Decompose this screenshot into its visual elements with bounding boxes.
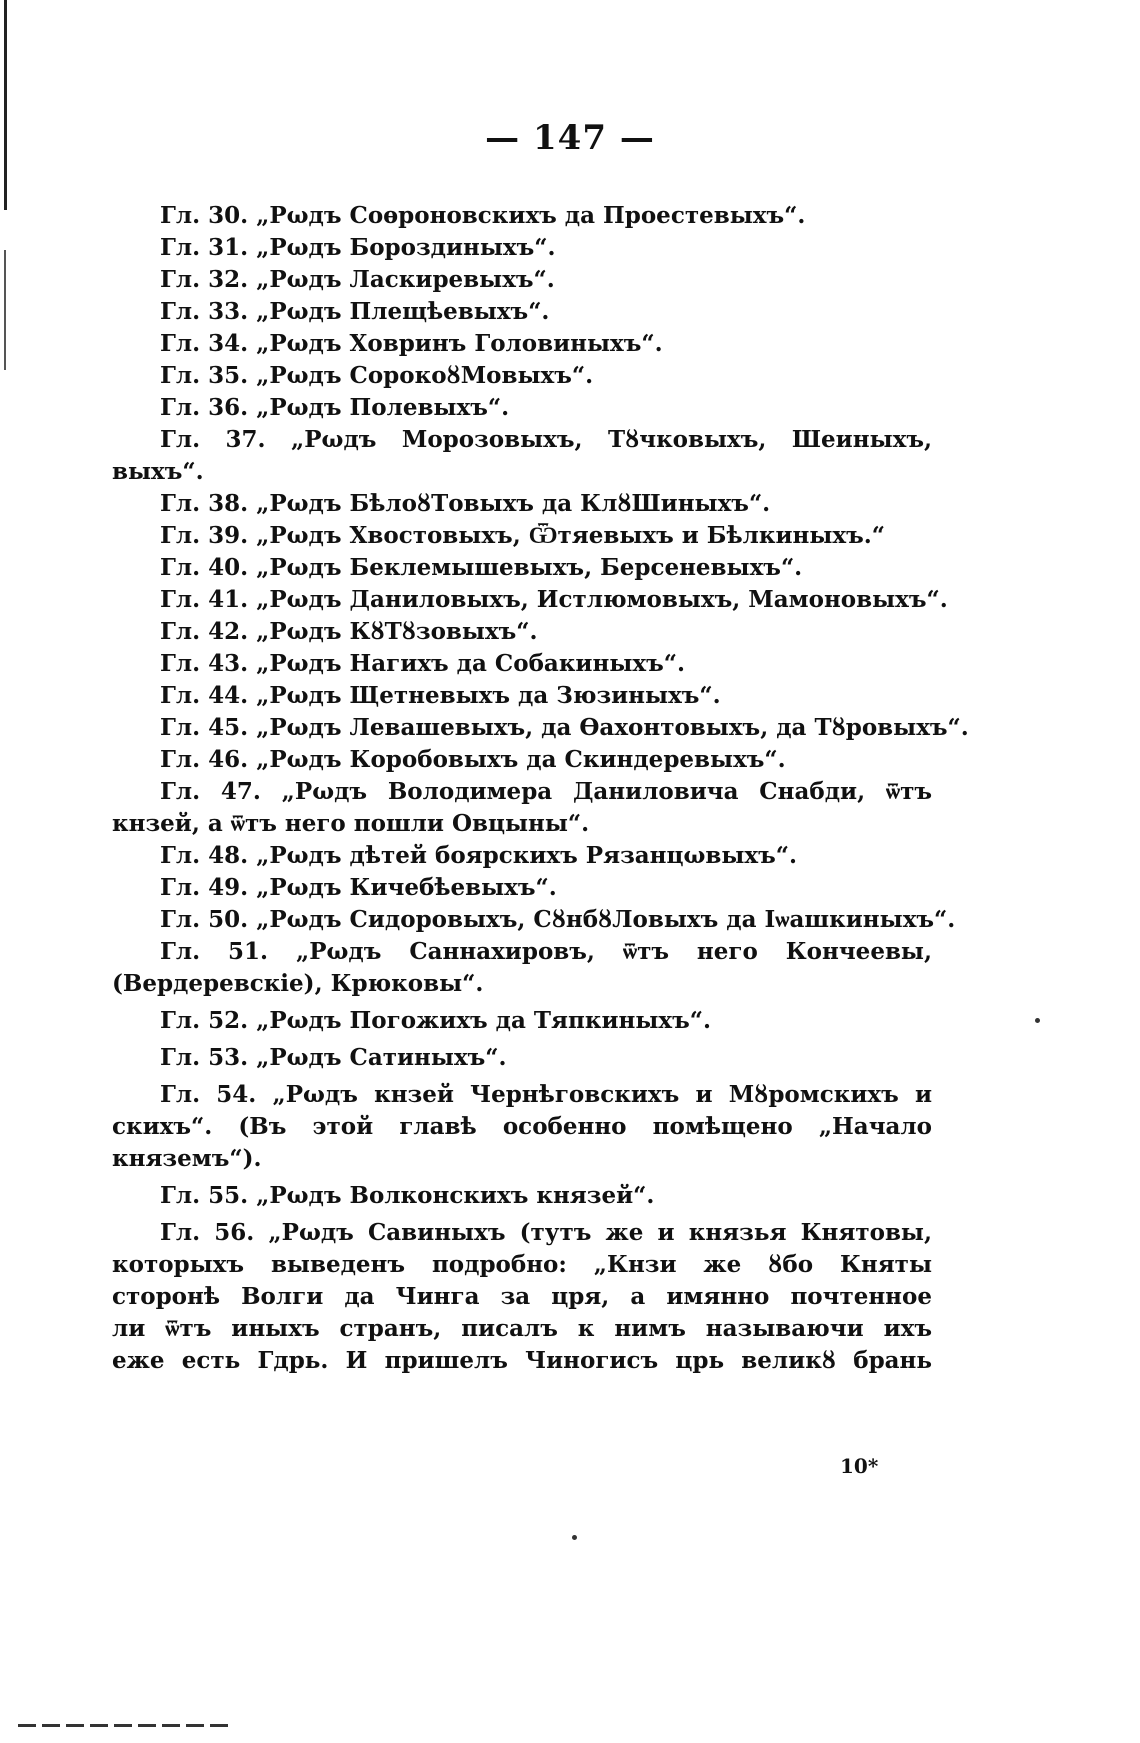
text-line: княземъ“). [112,1145,262,1172]
text-line: Гл. 38. „Рωдъ БѣлоȣТовыхъ да КлȣШиныхъ“. [160,490,771,517]
text-line: Гл. 46. „Рωдъ Коробовыхъ да Скиндеревыхъ“. [160,746,786,773]
text-line: Гл. 40. „Рωдъ Беклемышевыхъ, Берсеневыхъ“. [160,554,803,581]
text-line: Гл. 30. „Рωдъ Соѳроновскихъ да Проестевыхъ“. [160,202,806,229]
text-line: Гл. 45. „Рωдъ Левашевыхъ, да Ѳахонтовыхъ, да Тȣровыхъ“. [160,714,969,741]
page-number: — 147 — [485,118,655,158]
text-line: Гл. 32. „Рωдъ Ласкиревыхъ“. [160,266,555,293]
text-line: Гл. 53. „Рωдъ Сатиныхъ“. [160,1044,507,1071]
text-line: сторонѣ Волги да Чинга за цря, а имянно почтенное [112,1283,932,1310]
text-line: еже есть Гдрь. И пришелъ Чиногисъ црь великȣ брань [112,1347,932,1374]
text-line: кнзей, а ѿтъ него пошли Овцыны“. [112,810,590,837]
scan-speck [1035,1018,1040,1023]
scan-bottom-mark [18,1724,228,1727]
text-line: выхъ“. [112,458,204,485]
text-line: которыхъ выведенъ подробно: „Кнзи же ȣбо Княты [112,1251,932,1278]
scan-edge-mark-lower [4,250,6,370]
text-line: Гл. 47. „Рωдъ Володимера Даниловича Снабди, ѿтъ [160,778,932,805]
text-line: Гл. 35. „Рωдъ СорокоȣМовыхъ“. [160,362,594,389]
text-line: Гл. 34. „Рωдъ Ховринъ Головиныхъ“. [160,330,663,357]
signature-mark: 10* [840,1454,879,1478]
text-line: скихъ“. (Въ этой главѣ особенно помѣщено „Начало [112,1113,932,1140]
text-line: Гл. 50. „Рωдъ Сидоровыхъ, СȣнбȣЛовыхъ да Іѡашкиныхъ“. [160,906,956,933]
text-line: Гл. 49. „Рωдъ Кичебѣевыхъ“. [160,874,557,901]
text-line: Гл. 51. „Рωдъ Саннахировъ, ѿтъ него Кончеевы, [160,938,932,965]
scan-speck [572,1535,577,1540]
text-line: Гл. 42. „Рωдъ КȣТȣзовыхъ“. [160,618,538,645]
text-line: Гл. 37. „Рωдъ Морозовыхъ, Тȣчковыхъ, Шеиныхъ, [160,426,932,453]
text-line: Гл. 41. „Рωдъ Даниловыхъ, Истлюмовыхъ, Мамоновыхъ“. [160,586,948,613]
text-line: ли ѿтъ иныхъ странъ, писалъ к нимъ называючи ихъ [112,1315,932,1342]
chapter-list [112,200,969,1377]
text-line: Гл. 33. „Рωдъ Плещѣевыхъ“. [160,298,550,325]
text-line: (Вердеревскіе), Крюковы“. [112,970,484,997]
text-line: Гл. 39. „Рωдъ Хвостовыхъ, Ѿтяевыхъ и Бѣлкиныхъ.“ [160,522,886,549]
text-line: Гл. 31. „Рωдъ Бороздиныхъ“. [160,234,556,261]
text-line: Гл. 48. „Рωдъ дѣтей боярскихъ Рязанцωвыхъ“. [160,842,798,869]
text-line: Гл. 43. „Рωдъ Нагихъ да Собакиныхъ“. [160,650,685,677]
text-line: Гл. 36. „Рωдъ Полевыхъ“. [160,394,510,421]
text-line: Гл. 44. „Рωдъ Щетневыхъ да Зюзиныхъ“. [160,682,721,709]
text-line: Гл. 56. „Рωдъ Савиныхъ (тутъ же и князья Княтовы, [160,1219,932,1246]
text-line: Гл. 52. „Рωдъ Погожихъ да Тяпкиныхъ“. [160,1007,712,1034]
text-line: Гл. 54. „Рωдъ кнзей Чернѣговскихъ и Мȣромскихъ и [160,1081,932,1108]
text-line: Гл. 55. „Рωдъ Волконскихъ князей“. [160,1182,655,1209]
scan-edge-mark [4,0,7,210]
